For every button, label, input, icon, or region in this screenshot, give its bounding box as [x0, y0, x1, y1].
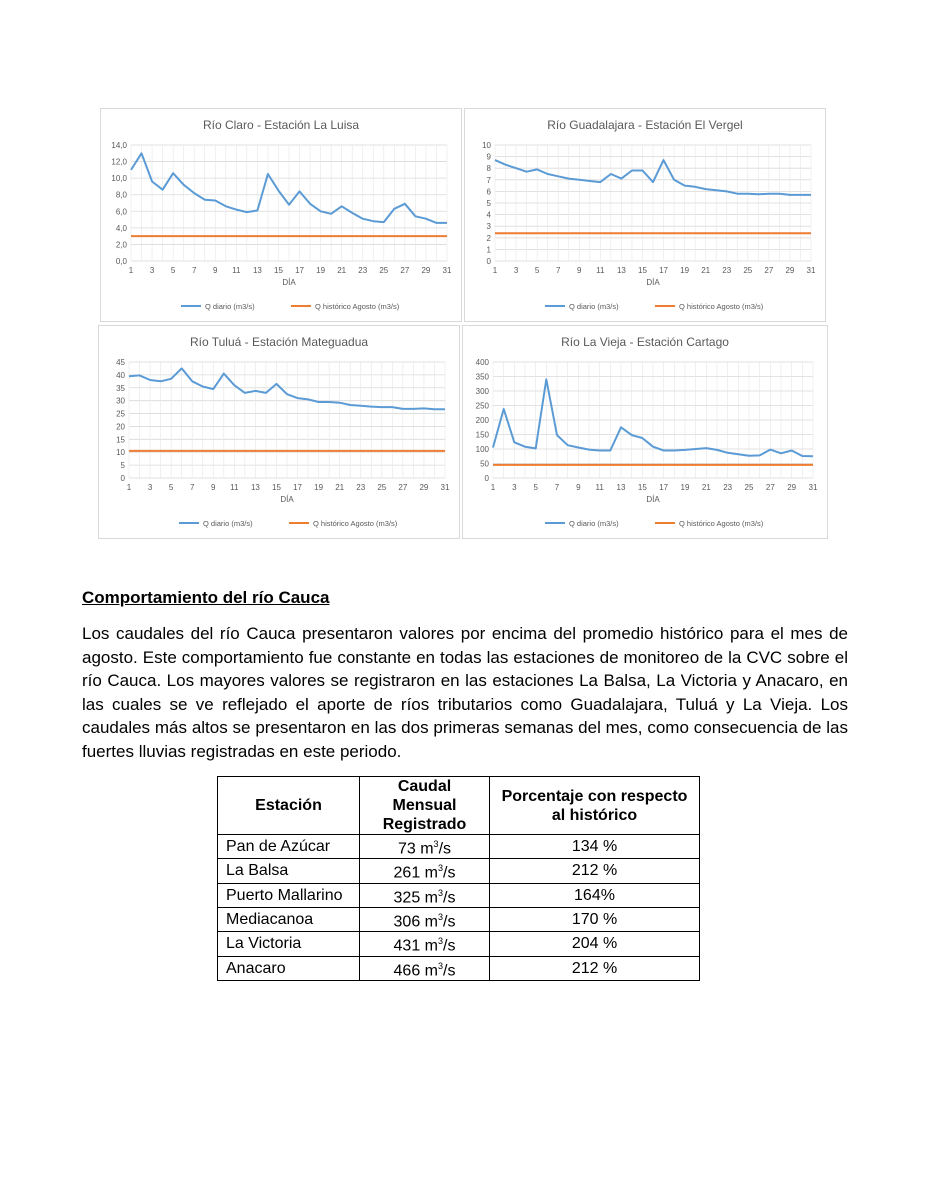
header-station-label: Estación — [255, 797, 322, 814]
x-tick-label: 17 — [659, 483, 669, 492]
y-tick-label: 6,0 — [115, 207, 127, 217]
x-tick-label: 13 — [616, 483, 626, 492]
cell-station: Puerto Mallarino — [218, 883, 360, 907]
x-tick-label: 13 — [616, 266, 626, 275]
x-tick-label: 19 — [316, 266, 326, 275]
cell-flow — [360, 932, 490, 956]
flow-unit-rest: /s — [443, 937, 456, 955]
section-paragraph: Los caudales del río Cauca presentaron valores por encima del promedio histórico para el mes de agosto. Este comportamiento fue constante en todas las estaciones de monitoreo de la CVC sobre el río Cauca. Los mayores valores se registraron en las estaciones La Balsa, La Victoria y Anacaro, en las cuales se ve reflejado el aporte de ríos tributarios como Guadalajara, Tuluá y La Vieja. Los caudales más altos se presentaron en las dos primeras semanas del mes, como consecuencia de las fuertes lluvias registradas en este periodo. — [82, 624, 848, 761]
x-tick-label: 11 — [595, 483, 604, 492]
legend-label: Q diario (m3/s) — [205, 302, 255, 311]
y-tick-label: 50 — [480, 459, 489, 469]
y-tick-label: 4,0 — [115, 223, 127, 233]
y-tick-label: 250 — [475, 401, 489, 411]
x-tick-label: 1 — [126, 483, 132, 492]
header-flow-line2: Registrado — [382, 816, 467, 833]
header-flow — [360, 777, 490, 835]
x-tick-label: 7 — [191, 266, 197, 275]
flow-unit-exponent: 3 — [438, 911, 444, 922]
x-tick-label: 1 — [490, 483, 496, 492]
table-header-row — [218, 777, 700, 835]
y-tick-label: 10,0 — [111, 174, 127, 184]
x-tick-label: 9 — [577, 266, 582, 275]
x-tick-label: 23 — [356, 483, 366, 492]
table-row — [218, 932, 700, 956]
y-tick-label: 45 — [116, 358, 125, 367]
chart-title: Río La Vieja - Estación Cartago — [561, 335, 729, 349]
x-tick-label: 5 — [533, 483, 538, 492]
y-tick-label: 0,0 — [115, 257, 127, 266]
x-tick-label: 27 — [764, 266, 774, 275]
flow-unit-rest: /s — [443, 864, 456, 882]
cell-station: Anacaro — [218, 956, 360, 980]
chart-svg — [463, 326, 827, 538]
flow-value: 325 m — [393, 888, 438, 906]
x-tick-label: 3 — [149, 266, 155, 275]
header-flow-line1: Caudal Mensual — [392, 778, 457, 814]
flow-unit-exponent: 3 — [438, 960, 444, 971]
x-tick-label: 29 — [785, 266, 795, 275]
chart-rio-claro — [100, 108, 462, 322]
y-tick-label: 6 — [486, 187, 491, 197]
cell-flow — [360, 859, 490, 883]
x-tick-label: 19 — [314, 483, 324, 492]
header-pct-line1: Porcentaje con respecto — [501, 787, 688, 805]
y-tick-label: 8,0 — [115, 190, 127, 200]
y-tick-label: 0 — [486, 257, 491, 266]
x-tick-label: 23 — [358, 266, 368, 275]
y-tick-label: 20 — [116, 422, 125, 432]
y-tick-label: 12,0 — [111, 157, 127, 167]
x-tick-label: 25 — [743, 266, 753, 275]
y-tick-label: 150 — [475, 430, 489, 440]
x-tick-label: 3 — [512, 483, 517, 492]
y-tick-label: 100 — [475, 445, 489, 454]
x-axis-label: DÍA — [646, 278, 660, 287]
flow-value: 261 m — [393, 864, 438, 882]
cell-flow — [360, 883, 490, 907]
x-tick-label: 11 — [230, 483, 239, 492]
y-tick-label: 3 — [486, 222, 491, 232]
x-tick-label: 25 — [377, 483, 387, 492]
flow-unit-rest: /s — [443, 961, 456, 979]
x-tick-label: 21 — [337, 266, 347, 275]
section-title: Comportamiento del río Cauca — [82, 588, 330, 607]
x-tick-label: 23 — [722, 266, 732, 275]
cell-pct: 204 % — [490, 932, 700, 956]
flow-table — [217, 776, 700, 981]
cell-pct: 212 % — [490, 859, 700, 883]
x-tick-label: 15 — [638, 266, 647, 275]
chart-rio-tulua — [98, 325, 460, 539]
flow-unit-rest: /s — [438, 840, 452, 858]
legend-label: Q diario (m3/s) — [569, 519, 619, 528]
legend-label: Q histórico Agosto (m3/s) — [313, 519, 398, 528]
x-tick-label: 9 — [576, 483, 581, 492]
x-tick-label: 21 — [335, 483, 345, 492]
cell-station: Mediacanoa — [218, 907, 360, 931]
x-axis-label: DÍA — [280, 495, 294, 504]
y-tick-label: 35 — [116, 383, 125, 393]
cell-flow — [360, 956, 490, 980]
x-tick-label: 29 — [419, 483, 429, 492]
x-tick-label: 27 — [398, 483, 408, 492]
x-tick-label: 27 — [400, 266, 410, 275]
x-tick-label: 29 — [421, 266, 431, 275]
header-pct — [490, 777, 700, 835]
cell-pct: 212 % — [490, 956, 700, 980]
y-tick-label: 7 — [486, 175, 491, 185]
cell-station: La Victoria — [218, 932, 360, 956]
y-tick-label: 400 — [475, 358, 489, 367]
flow-value: 466 m — [393, 961, 438, 979]
x-tick-label: 1 — [128, 266, 134, 275]
flow-unit-rest: /s — [443, 888, 456, 906]
chart-rio-la-vieja — [462, 325, 828, 539]
y-tick-label: 4 — [486, 210, 491, 220]
x-tick-label: 17 — [659, 266, 668, 275]
legend-label: Q diario (m3/s) — [569, 302, 619, 311]
table-row — [218, 956, 700, 980]
x-tick-label: 5 — [534, 266, 540, 275]
y-tick-label: 30 — [116, 396, 125, 406]
table-row — [218, 907, 700, 931]
flow-unit-exponent: 3 — [438, 887, 444, 898]
y-tick-label: 300 — [475, 387, 489, 396]
x-tick-label: 5 — [168, 483, 174, 492]
table-row — [218, 859, 700, 883]
chart-title: Río Claro - Estación La Luisa — [202, 118, 360, 132]
x-tick-label: 5 — [170, 266, 176, 275]
chart-svg — [99, 326, 459, 538]
x-tick-label: 21 — [701, 266, 711, 275]
x-tick-label: 21 — [701, 483, 711, 492]
legend-label: Q histórico Agosto (m3/s) — [315, 302, 400, 311]
y-tick-label: 200 — [475, 416, 489, 425]
flow-value: 73 m — [397, 840, 434, 858]
y-tick-label: 10 — [482, 141, 491, 150]
x-tick-label: 11 — [232, 266, 241, 275]
chart-title: Río Tuluá - Estación Mateguadua — [189, 335, 369, 349]
y-tick-label: 14,0 — [111, 141, 127, 150]
y-tick-label: 10 — [116, 448, 125, 458]
x-tick-label: 27 — [765, 483, 775, 492]
y-tick-label: 5 — [486, 199, 491, 208]
x-axis-label: DÍA — [646, 495, 660, 504]
y-tick-label: 5 — [120, 461, 125, 471]
chart-title: Río Guadalajara - Estación El Vergel — [547, 118, 743, 132]
y-tick-label: 8 — [486, 164, 491, 174]
y-tick-label: 40 — [116, 370, 125, 380]
flow-unit-exponent: 3 — [438, 863, 444, 874]
x-tick-label: 31 — [440, 483, 450, 492]
table-row — [218, 883, 700, 907]
x-tick-label: 3 — [147, 483, 153, 492]
y-tick-label: 1 — [486, 245, 491, 255]
cell-flow — [360, 835, 490, 859]
y-tick-label: 0 — [120, 474, 125, 483]
header-station — [218, 777, 360, 835]
x-tick-label: 13 — [252, 266, 262, 275]
y-tick-label: 25 — [116, 409, 125, 419]
x-tick-label: 25 — [744, 483, 754, 492]
x-tick-label: 23 — [723, 483, 733, 492]
cell-station: Pan de Azúcar — [218, 835, 360, 859]
x-tick-label: 19 — [680, 483, 690, 492]
x-tick-label: 3 — [513, 266, 519, 275]
legend-label: Q histórico Agosto (m3/s) — [679, 302, 764, 311]
table-row — [218, 835, 700, 859]
x-tick-label: 15 — [274, 266, 283, 275]
x-tick-label: 13 — [250, 483, 260, 492]
x-tick-label: 7 — [555, 266, 561, 275]
x-tick-label: 15 — [637, 483, 647, 492]
header-pct-line2: al histórico — [551, 806, 638, 824]
x-tick-label: 25 — [379, 266, 389, 275]
x-tick-label: 1 — [492, 266, 498, 275]
x-tick-label: 11 — [596, 266, 605, 275]
x-tick-label: 7 — [554, 483, 560, 492]
flow-unit-rest: /s — [443, 913, 456, 931]
flow-value: 431 m — [393, 937, 438, 955]
x-tick-label: 15 — [272, 483, 281, 492]
y-tick-label: 9 — [486, 152, 491, 162]
x-axis-label: DÍA — [282, 278, 296, 287]
chart-svg — [101, 109, 461, 321]
y-tick-label: 15 — [116, 435, 125, 445]
x-tick-label: 9 — [213, 266, 218, 275]
x-tick-label: 7 — [189, 483, 195, 492]
flow-unit-exponent: 3 — [433, 839, 439, 849]
x-tick-label: 19 — [680, 266, 690, 275]
legend-label: Q diario (m3/s) — [203, 519, 253, 528]
x-tick-label: 17 — [293, 483, 302, 492]
y-tick-label: 350 — [475, 372, 489, 382]
cell-pct: 134 % — [490, 835, 700, 859]
y-tick-label: 2,0 — [115, 240, 127, 250]
chart-rio-guadalajara — [464, 108, 826, 322]
cell-flow — [360, 907, 490, 931]
x-tick-label: 31 — [442, 266, 452, 275]
y-tick-label: 0 — [484, 474, 489, 483]
y-tick-label: 2 — [486, 233, 491, 243]
legend-label: Q histórico Agosto (m3/s) — [679, 519, 764, 528]
x-tick-label: 9 — [211, 483, 216, 492]
x-tick-label: 29 — [787, 483, 797, 492]
flow-value: 306 m — [393, 913, 438, 931]
x-tick-label: 17 — [295, 266, 304, 275]
x-tick-label: 31 — [808, 483, 818, 492]
flow-unit-exponent: 3 — [438, 936, 444, 947]
cell-pct: 170 % — [490, 907, 700, 931]
x-tick-label: 31 — [806, 266, 816, 275]
cell-pct: 164% — [490, 883, 700, 907]
chart-svg — [465, 109, 825, 321]
cell-station: La Balsa — [218, 859, 360, 883]
